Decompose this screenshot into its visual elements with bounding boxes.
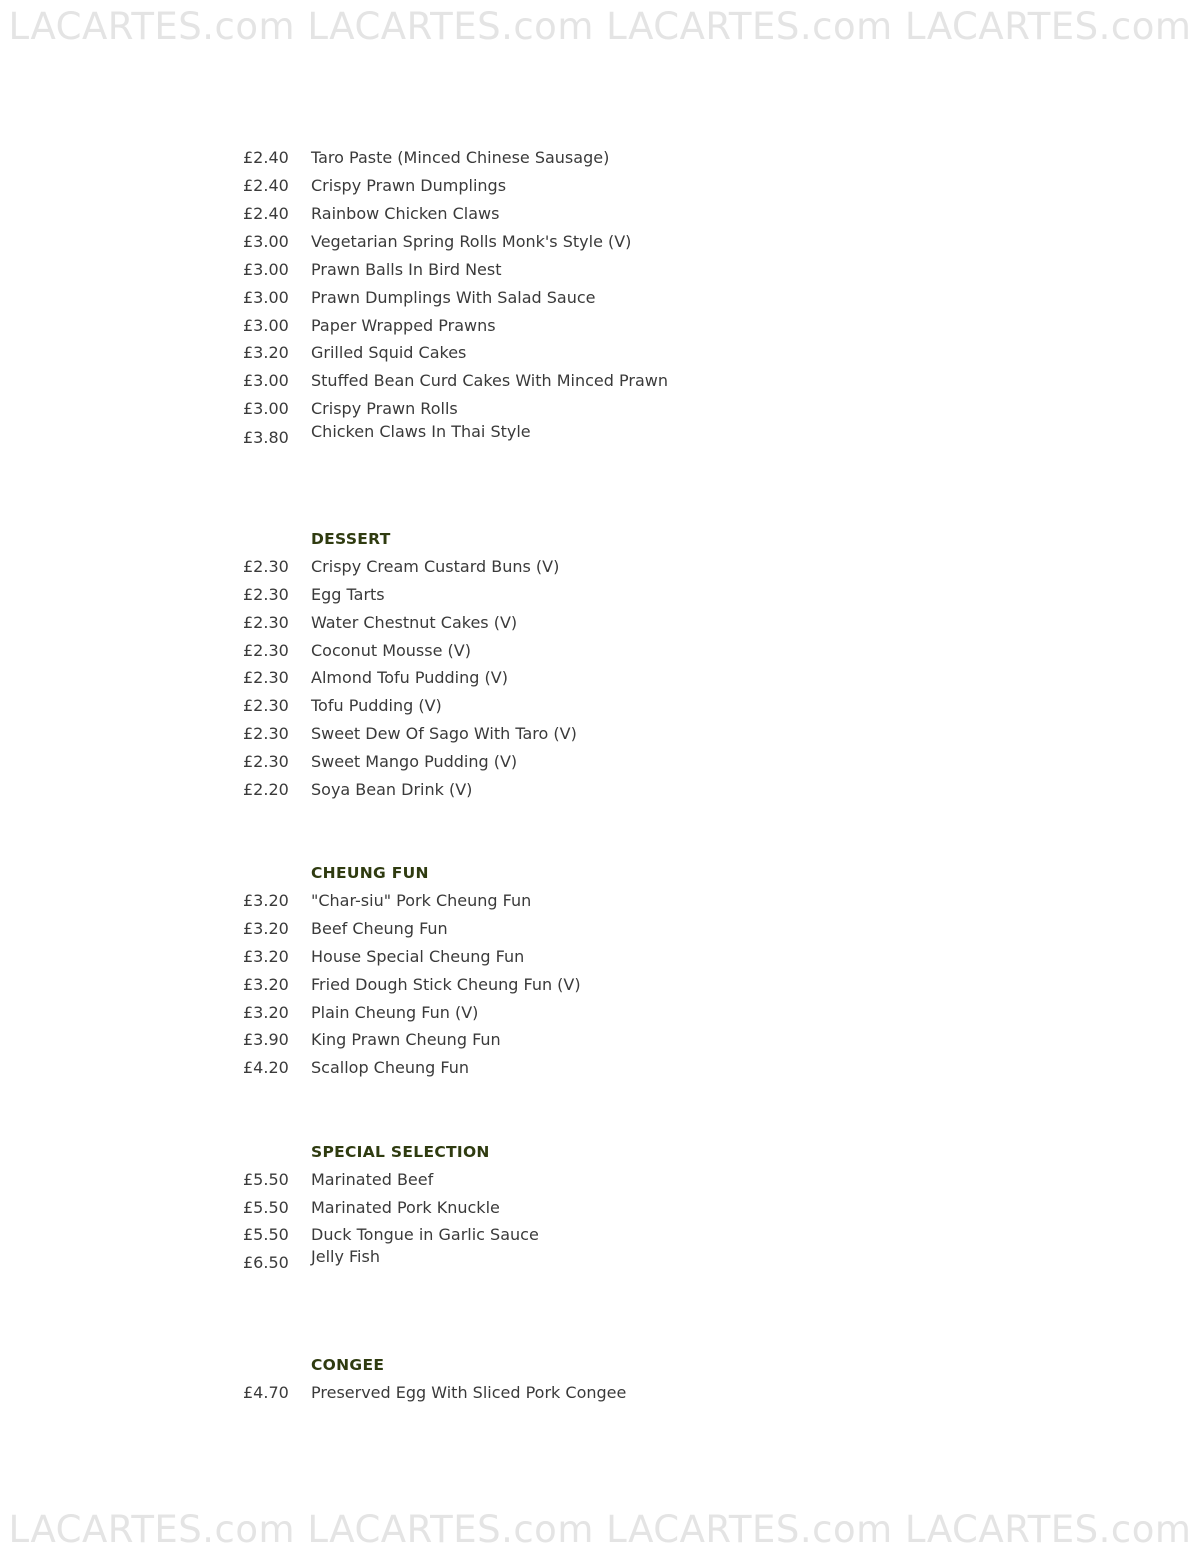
menu-item xyxy=(0,1223,1200,1247)
menu-item xyxy=(0,694,1200,718)
menu-item xyxy=(0,945,1200,969)
menu-item xyxy=(0,750,1200,774)
item-name: Taro Paste (Minced Chinese Sausage) xyxy=(311,148,610,167)
item-name: Marinated Beef xyxy=(311,1170,434,1189)
item-name: Chicken Claws In Thai Style xyxy=(311,422,531,441)
item-price: £2.20 xyxy=(243,780,289,799)
menu-item xyxy=(0,286,1200,310)
menu-item xyxy=(0,555,1200,579)
menu-item xyxy=(0,146,1200,170)
item-price: £4.70 xyxy=(243,1383,289,1402)
item-name: King Prawn Cheung Fun xyxy=(311,1030,501,1049)
item-price: £3.20 xyxy=(243,1003,289,1022)
menu-item xyxy=(0,258,1200,282)
item-price: £5.50 xyxy=(243,1225,289,1244)
menu-item xyxy=(0,611,1200,635)
item-price: £2.30 xyxy=(243,557,289,576)
item-price: £3.80 xyxy=(243,428,289,447)
watermark-top: LACARTES.com LACARTES.com LACARTES.com LACARTES.com xyxy=(8,5,1192,48)
item-name: Water Chestnut Cakes (V) xyxy=(311,613,518,632)
item-name: Jelly Fish xyxy=(311,1247,380,1266)
menu-item xyxy=(0,639,1200,663)
item-price: £5.50 xyxy=(243,1198,289,1217)
item-price: £3.90 xyxy=(243,1030,289,1049)
item-price: £2.30 xyxy=(243,641,289,660)
menu-item xyxy=(0,174,1200,198)
watermark-bottom: LACARTES.com LACARTES.com LACARTES.com LACARTES.com xyxy=(8,1508,1192,1551)
menu-item xyxy=(0,917,1200,941)
item-price: £3.00 xyxy=(243,232,289,251)
menu-item xyxy=(0,1056,1200,1080)
item-price: £6.50 xyxy=(243,1253,289,1272)
item-name: Duck Tongue in Garlic Sauce xyxy=(311,1225,539,1244)
item-name: Scallop Cheung Fun xyxy=(311,1058,469,1077)
item-price: £2.40 xyxy=(243,204,289,223)
item-price: £2.30 xyxy=(243,585,289,604)
item-name: Crispy Prawn Dumplings xyxy=(311,176,507,195)
item-name: Plain Cheung Fun (V) xyxy=(311,1003,479,1022)
menu-item xyxy=(0,1001,1200,1025)
section-heading-dessert: DESSERT xyxy=(311,530,391,548)
menu-item xyxy=(0,314,1200,338)
item-price: £2.30 xyxy=(243,668,289,687)
item-price: £3.20 xyxy=(243,891,289,910)
item-price: £3.20 xyxy=(243,947,289,966)
item-name: Preserved Egg With Sliced Pork Congee xyxy=(311,1383,627,1402)
menu-item xyxy=(0,1196,1200,1220)
item-name: Marinated Pork Knuckle xyxy=(311,1198,500,1217)
item-name: House Special Cheung Fun xyxy=(311,947,525,966)
item-price: £3.20 xyxy=(243,975,289,994)
item-name: Paper Wrapped Prawns xyxy=(311,316,496,335)
menu-item xyxy=(0,973,1200,997)
item-name: Rainbow Chicken Claws xyxy=(311,204,500,223)
item-price: £3.20 xyxy=(243,919,289,938)
menu-item xyxy=(0,666,1200,690)
menu-item xyxy=(0,397,1200,421)
item-price: £5.50 xyxy=(243,1170,289,1189)
menu-item xyxy=(0,778,1200,802)
menu-item xyxy=(0,1245,1200,1272)
item-price: £3.00 xyxy=(243,260,289,279)
item-name: Almond Tofu Pudding (V) xyxy=(311,668,508,687)
item-price: £2.30 xyxy=(243,613,289,632)
item-name: Sweet Mango Pudding (V) xyxy=(311,752,518,771)
item-price: £2.30 xyxy=(243,696,289,715)
section-heading-congee: CONGEE xyxy=(311,1356,385,1374)
item-price: £2.40 xyxy=(243,148,289,167)
menu-item xyxy=(0,722,1200,746)
item-price: £2.30 xyxy=(243,752,289,771)
section-heading-special-selection: SPECIAL SELECTION xyxy=(311,1143,490,1161)
menu-item xyxy=(0,1381,1200,1405)
item-name: Prawn Dumplings With Salad Sauce xyxy=(311,288,596,307)
item-price: £2.30 xyxy=(243,724,289,743)
item-name: Grilled Squid Cakes xyxy=(311,343,467,362)
item-name: Crispy Prawn Rolls xyxy=(311,399,458,418)
menu-item xyxy=(0,202,1200,226)
item-price: £3.20 xyxy=(243,343,289,362)
item-name: Soya Bean Drink (V) xyxy=(311,780,473,799)
item-name: Egg Tarts xyxy=(311,585,385,604)
menu-item xyxy=(0,420,1200,447)
menu-item xyxy=(0,1168,1200,1192)
item-name: Coconut Mousse (V) xyxy=(311,641,471,660)
item-name: Tofu Pudding (V) xyxy=(311,696,442,715)
menu-item xyxy=(0,583,1200,607)
menu-item xyxy=(0,341,1200,365)
section-heading-cheung-fun: CHEUNG FUN xyxy=(311,864,429,882)
item-price: £3.00 xyxy=(243,371,289,390)
menu-item xyxy=(0,889,1200,913)
menu-item xyxy=(0,230,1200,254)
menu-item xyxy=(0,369,1200,393)
item-name: Prawn Balls In Bird Nest xyxy=(311,260,502,279)
item-name: Stuffed Bean Curd Cakes With Minced Prawn xyxy=(311,371,668,390)
item-name: Sweet Dew Of Sago With Taro (V) xyxy=(311,724,577,743)
item-price: £3.00 xyxy=(243,288,289,307)
item-name: Beef Cheung Fun xyxy=(311,919,448,938)
item-price: £3.00 xyxy=(243,399,289,418)
item-name: Crispy Cream Custard Buns (V) xyxy=(311,557,560,576)
item-name: "Char-siu" Pork Cheung Fun xyxy=(311,891,532,910)
item-price: £4.20 xyxy=(243,1058,289,1077)
menu-item xyxy=(0,1028,1200,1052)
item-name: Vegetarian Spring Rolls Monk's Style (V) xyxy=(311,232,632,251)
item-price: £2.40 xyxy=(243,176,289,195)
item-price: £3.00 xyxy=(243,316,289,335)
item-name: Fried Dough Stick Cheung Fun (V) xyxy=(311,975,581,994)
